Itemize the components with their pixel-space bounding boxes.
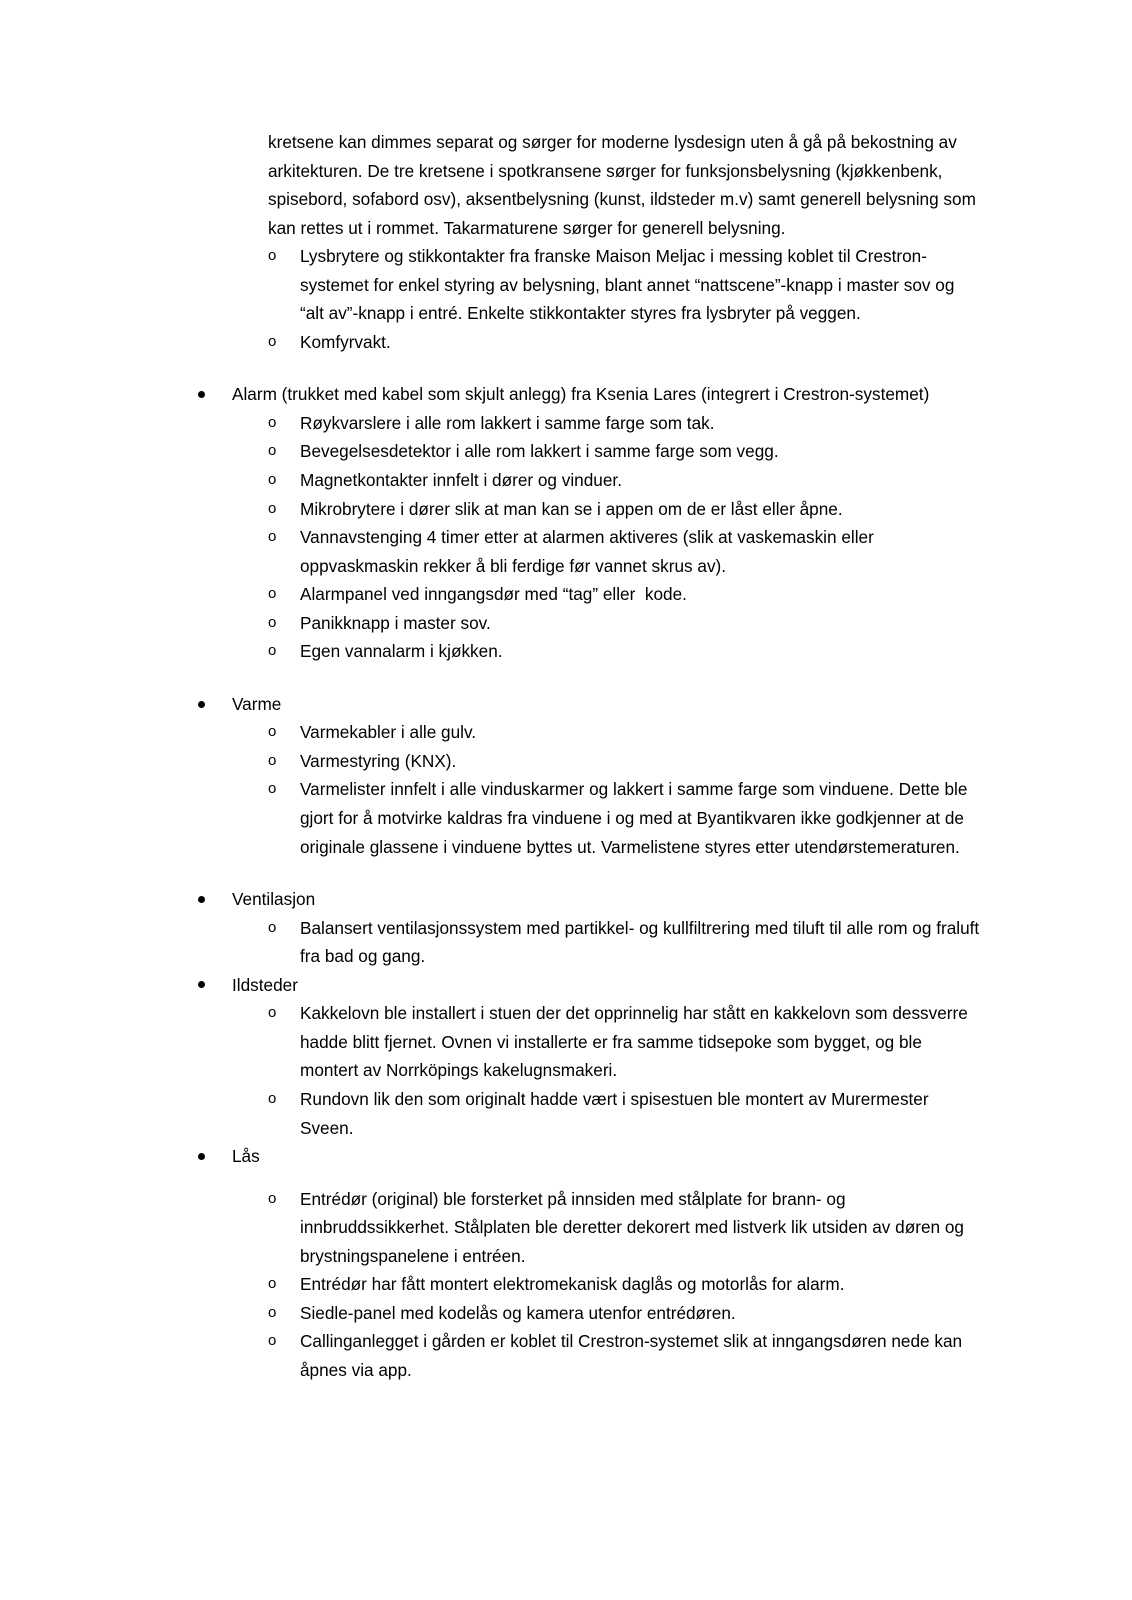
- list-item-label: Entrédør (original) ble forsterket på innsiden med stålplate for brann- og innbruddssikkerhet. Stålplaten ble deretter dekorert med listverk lik utsiden av døren og brystningspanelene i entréen.: [300, 1188, 969, 1266]
- list-item: [268, 637, 982, 666]
- section-heading-las: [198, 1142, 982, 1171]
- list-item: [268, 495, 982, 524]
- list-item: [268, 523, 982, 580]
- list-item-label: Bevegelsesdetektor i alle rom lakkert i samme farge som vegg.: [300, 441, 779, 462]
- list-item-label: Balansert ventilasjonssystem med partikkel- og kullfiltrering med tiluft til alle rom og fraluft fra bad og gang.: [300, 917, 984, 967]
- paragraph-text: kretsene kan dimmes separat og sørger for moderne lysdesign uten å gå på bekostning av arkitekturen. De tre kretsene i spotkransene sørger for funksjonsbelysning (kjøkkenbenk, spisebord, sofabord osv), aksentbelysning (kunst, ildsteder m.v) samt generell belysning som kan rettes ut i rommet. Takarmaturene sørger for generell belysning.: [268, 132, 981, 238]
- section-heading-varme: [198, 690, 982, 719]
- section-heading-label: Ildsteder: [232, 974, 298, 995]
- list-item: [268, 1327, 982, 1384]
- section-heading-label: Ventilasjon: [232, 889, 316, 910]
- section-heading-label: Alarm (trukket med kabel som skjult anlegg) fra Ksenia Lares (integrert i Crestron-systemet): [232, 384, 930, 405]
- circle-bullet-icon: o: [268, 751, 277, 769]
- list-item: [268, 437, 982, 466]
- circle-bullet-icon: o: [268, 780, 277, 798]
- round-bullet-icon: [198, 1153, 205, 1160]
- list-item: [268, 1270, 982, 1299]
- round-bullet-icon: [198, 701, 205, 708]
- circle-bullet-icon: o: [268, 471, 277, 489]
- circle-bullet-icon: o: [268, 918, 277, 936]
- list-item-label: Magnetkontakter innfelt i dører og vinduer.: [300, 470, 622, 491]
- spacer: [168, 666, 982, 690]
- round-bullet-icon: [198, 391, 205, 398]
- circle-bullet-icon: o: [268, 1303, 277, 1321]
- circle-bullet-icon: o: [268, 613, 277, 631]
- list-item-label: Varmestyring (KNX).: [300, 750, 457, 771]
- list-item: [268, 580, 982, 609]
- list-item-label: Egen vannalarm i kjøkken.: [300, 641, 503, 662]
- list-item: [268, 775, 982, 861]
- list-item: [268, 1299, 982, 1328]
- spacer: [168, 1171, 982, 1185]
- list-item-label: Lysbrytere og stikkontakter fra franske Maison Meljac i messing koblet til Crestron-systemet for enkel styring av belysning, blant annet “nattscene”-knapp i master sov og “alt av”-knapp i entré. Enkelte stikkontakter styres fra lysbryter på veggen.: [300, 246, 960, 324]
- section-heading-alarm: [198, 380, 982, 409]
- list-item-label: Mikrobrytere i dører slik at man kan se i appen om de er låst eller åpne.: [300, 498, 843, 519]
- list-item: [268, 1085, 982, 1142]
- circle-bullet-icon: o: [268, 528, 277, 546]
- document-body: [168, 128, 982, 1384]
- circle-bullet-icon: o: [268, 1275, 277, 1293]
- circle-bullet-icon: o: [268, 413, 277, 431]
- list-item: [268, 747, 982, 776]
- circle-bullet-icon: o: [268, 642, 277, 660]
- list-item: [268, 718, 982, 747]
- list-item: [268, 609, 982, 638]
- circle-bullet-icon: o: [268, 1332, 277, 1350]
- list-item-label: Komfyrvakt.: [300, 331, 391, 352]
- list-item-label: Panikknapp i master sov.: [300, 612, 491, 633]
- circle-bullet-icon: o: [268, 723, 277, 741]
- circle-bullet-icon: o: [268, 499, 277, 517]
- list-item: [268, 466, 982, 495]
- list-item-label: Entrédør har fått montert elektromekanisk daglås og motorlås for alarm.: [300, 1274, 845, 1295]
- circle-bullet-icon: o: [268, 1004, 277, 1022]
- list-item-label: Siedle-panel med kodelås og kamera utenfor entrédøren.: [300, 1302, 736, 1323]
- list-item-label: Varmekabler i alle gulv.: [300, 722, 477, 743]
- list-item: [268, 328, 982, 357]
- list-item-label: Alarmpanel ved inngangsdør med “tag” eller kode.: [300, 584, 687, 605]
- spacer: [168, 356, 982, 380]
- list-item-label: Røykvarslere i alle rom lakkert i samme farge som tak.: [300, 412, 715, 433]
- round-bullet-icon: [198, 981, 205, 988]
- list-item-label: Vannavstenging 4 timer etter at alarmen aktiveres (slik at vaskemaskin eller oppvaskmaskin rekker å bli ferdige før vannet skrus av).: [300, 527, 879, 576]
- circle-bullet-icon: o: [268, 442, 277, 460]
- list-item: [268, 409, 982, 438]
- continuation-paragraph: [268, 128, 982, 242]
- list-item: [268, 242, 982, 328]
- list-item: [268, 914, 982, 971]
- list-item-label: Callinganlegget i gården er koblet til Crestron-systemet slik at inngangsdøren nede kan åpnes via app.: [300, 1331, 967, 1380]
- list-item-label: Varmelister innfelt i alle vinduskarmer og lakkert i samme farge som vinduene. Dette ble gjort for å motvirke kaldras fra vinduene i og med at Byantikvaren ikke godkjenner at de originale glassene i vinduene byttes ut. Varmelistene styres etter utendørstemeraturen.: [300, 779, 973, 857]
- section-heading-ventilasjon: [198, 885, 982, 914]
- section-heading-ildsteder: [198, 971, 982, 1000]
- circle-bullet-icon: o: [268, 1189, 277, 1207]
- section-heading-label: Varme: [232, 693, 282, 714]
- list-item: [268, 1185, 982, 1271]
- spacer: [168, 861, 982, 885]
- list-item: [268, 999, 982, 1085]
- circle-bullet-icon: o: [268, 1089, 277, 1107]
- round-bullet-icon: [198, 896, 205, 903]
- section-heading-label: Lås: [232, 1146, 260, 1167]
- list-item-label: Rundovn lik den som originalt hadde vært i spisestuen ble montert av Murermester Sveen.: [300, 1088, 934, 1138]
- list-item-label: Kakkelovn ble installert i stuen der det opprinnelig har stått en kakkelovn som dessverre hadde blitt fjernet. Ovnen vi installerte er fra samme tidsepoke som bygget, og ble montert av Norrköpings kakelugnsmakeri.: [300, 1003, 973, 1081]
- circle-bullet-icon: o: [268, 247, 277, 265]
- circle-bullet-icon: o: [268, 332, 277, 350]
- circle-bullet-icon: o: [268, 585, 277, 603]
